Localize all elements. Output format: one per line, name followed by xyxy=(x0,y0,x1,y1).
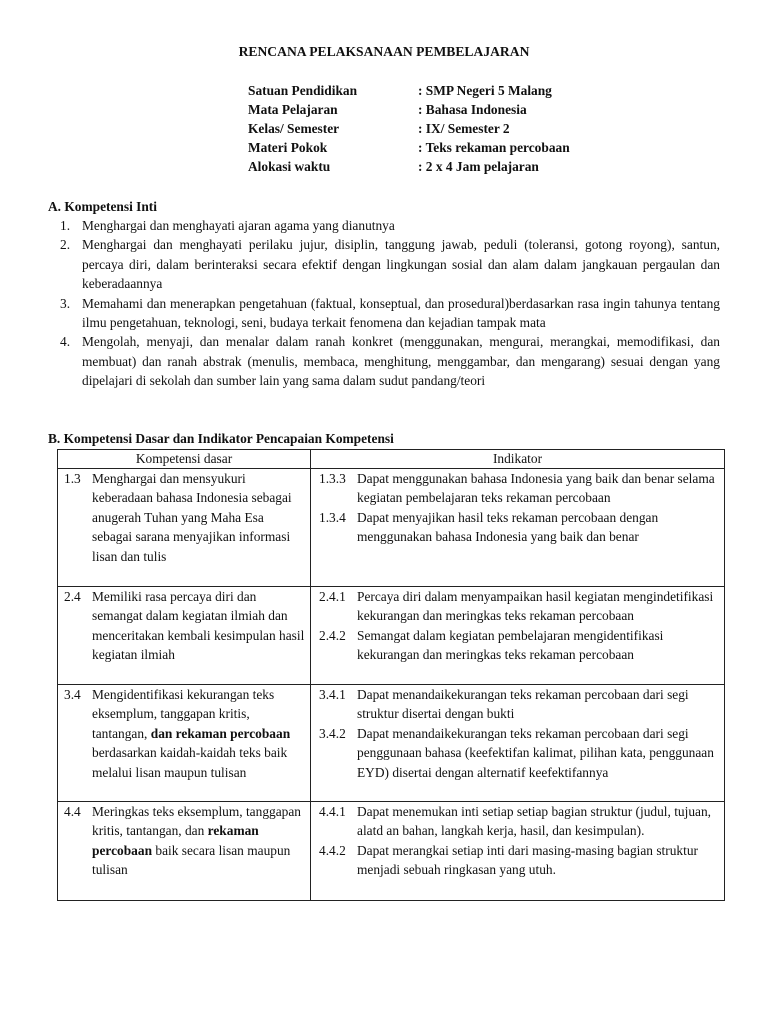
kd-number: 1.3 xyxy=(64,471,81,486)
indicator-text: Percaya diri dalam menyampaikan hasil kegiatan mengindetifikasi kekurangan dan meringkas teks rekaman percobaan xyxy=(357,589,714,624)
list-number: 4. xyxy=(60,334,71,350)
competency-table xyxy=(57,449,725,901)
kd-number: 3.4 xyxy=(64,687,81,702)
list-text: Menghargai dan menghayati perilaku jujur, disiplin, tanggung jawab, peduli (toleransi, gotong royong), santun, percaya diri, dalam berinteraksi secara efektif dengan lingkungan sosial dan alam dalam jangkauan pergaulan dan keberadaannya xyxy=(82,237,720,292)
list-text: Memahami dan menerapkan pengetahuan (faktual, konseptual, dan prosedural)berdasarkan rasa ingin tahunya tentang ilmu pengetahuan, teknologi, seni, budaya terkait fenomena dan kejadian tampak mata xyxy=(82,295,720,331)
kd-text: Menghargai dan mensyukuri keberadaan bahasa Indonesia sebagai anugerah Tuhan yang Maha Esa sebagai sarana menyajikan informasi lisan dan tulis xyxy=(92,471,292,564)
kd-text xyxy=(92,685,306,782)
meta-row xyxy=(248,100,570,119)
table-header-row xyxy=(58,450,725,469)
kd-number: 2.4 xyxy=(64,589,81,604)
column-header-kd: Kompetensi dasar xyxy=(58,450,311,469)
kd-text xyxy=(92,802,306,880)
kd-cell xyxy=(58,469,311,587)
table-row xyxy=(58,587,725,685)
table-row xyxy=(58,469,725,587)
list-item xyxy=(60,332,720,390)
indicator-cell xyxy=(311,685,725,802)
table-row xyxy=(58,802,725,901)
document-title: RENCANA PELAKSANAAN PEMBELAJARAN xyxy=(238,44,530,59)
list-number: 1. xyxy=(60,218,71,233)
indicator-cell xyxy=(311,587,725,685)
indicator-item xyxy=(311,469,724,508)
kd-text-bold: dan rekaman percobaan xyxy=(150,725,291,741)
list-number: 3. xyxy=(60,295,71,311)
indicator-text: Dapat merangkai setiap inti dari masing-masing bagian struktur menjadi sebuah ringkasan yang utuh. xyxy=(357,842,698,878)
list-item xyxy=(60,216,720,235)
list-text: Mengolah, menyaji, dan menalar dalam ranah konkret (menggunakan, mengurai, merangkai, memodifikasi, dan membuat) dan ranah abstrak (menulis, membaca, menghitung, menggambar, dan mengarang) sesuai dengan yang dipelajari di sekolah dan sumber lain yang sama dalam sudut pandang/teori xyxy=(82,334,720,389)
kompetensi-inti-list xyxy=(60,216,720,391)
meta-value: : 2 x 4 Jam pelajaran xyxy=(418,159,539,174)
list-text: Menghargai dan menghayati ajaran agama yang dianutnya xyxy=(82,218,395,233)
kd-text-part: berdasarkan kaidah-kaidah teks baik melalui lisan maupun tulisan xyxy=(92,745,288,780)
meta-label: Materi Pokok xyxy=(248,140,328,155)
kd-cell xyxy=(58,802,311,901)
indicator-number: 2.4.1 xyxy=(319,589,346,604)
meta-label: Alokasi waktu xyxy=(248,159,331,174)
indicator-cell xyxy=(311,469,725,587)
meta-label: Kelas/ Semester xyxy=(248,121,340,136)
indicator-item xyxy=(311,587,724,626)
indicator-number: 2.4.2 xyxy=(319,627,346,643)
meta-row xyxy=(248,157,570,176)
indicator-text: Dapat menemukan inti setiap setiap bagian struktur (judul, tujuan, alatd an bahan, langkah kerja, hasil, dan kesimpulan). xyxy=(357,804,712,839)
list-number: 2. xyxy=(60,237,71,253)
indicator-item xyxy=(311,685,724,724)
indicator-text: Semangat dalam kegiatan pembelajaran mengidentifikasi kekurangan dan meringkas teks rekaman percobaan xyxy=(357,627,664,663)
indicator-item xyxy=(311,724,724,782)
indicator-number: 4.4.2 xyxy=(319,842,346,858)
meta-value: : IX/ Semester 2 xyxy=(418,121,510,136)
indicator-number: 3.4.1 xyxy=(319,687,346,702)
meta-value: : Teks rekaman percobaan xyxy=(418,140,570,155)
indicator-text: Dapat menandaikekurangan teks rekaman percobaan dari segi struktur disertai dengan bukti xyxy=(357,687,689,722)
list-item xyxy=(60,235,720,293)
meta-row xyxy=(248,119,570,138)
kd-text: Memiliki rasa percaya diri dan semangat dalam kegiatan ilmiah dan menceritakan kembali kesimpulan hasil kegiatan ilmiah xyxy=(92,589,305,663)
kd-text-bold: rekaman percobaan xyxy=(92,823,259,858)
indicator-item xyxy=(311,626,724,665)
indicator-text: Dapat menandaikekurangan teks rekaman percobaan dari segi penggunaan bahasa (keefektifan kalimat, pilihan kata, penggunaan EYD) disertai dengan alternatif keefektifannya xyxy=(357,725,714,780)
meta-value: : Bahasa Indonesia xyxy=(418,102,527,117)
meta-row xyxy=(248,138,570,157)
section-a-heading: A. Kompetensi Inti xyxy=(48,199,157,214)
meta-row xyxy=(248,81,570,100)
kd-text-part: Meringkas teks eksemplum, tanggapan kritis, tantangan, dan xyxy=(92,804,301,839)
section-b-heading: B. Kompetensi Dasar dan Indikator Pencapaian Kompetensi xyxy=(48,431,394,446)
column-header-indikator: Indikator xyxy=(311,450,725,469)
indicator-number: 1.3.4 xyxy=(319,509,346,525)
indicator-text: Dapat menyajikan hasil teks rekaman percobaan dengan menggunakan bahasa Indonesia yang baik dan benar xyxy=(357,509,659,545)
kd-cell xyxy=(58,587,311,685)
kd-text-part: baik secara lisan maupun tulisan xyxy=(92,842,291,878)
kd-cell xyxy=(58,685,311,802)
meta-label: Satuan Pendidikan xyxy=(248,83,358,98)
list-item xyxy=(60,294,720,333)
indicator-item xyxy=(311,802,724,841)
meta-block xyxy=(248,81,570,176)
indicator-number: 1.3.3 xyxy=(319,471,346,486)
indicator-cell xyxy=(311,802,725,901)
indicator-item xyxy=(311,841,724,880)
indicator-item xyxy=(311,508,724,547)
indicator-number: 4.4.1 xyxy=(319,804,346,819)
kd-number: 4.4 xyxy=(64,804,81,819)
meta-label: Mata Pelajaran xyxy=(248,102,338,117)
table-row xyxy=(58,685,725,802)
indicator-text: Dapat menggunakan bahasa Indonesia yang baik dan benar selama kegiatan pembelajaran teks rekaman percobaan xyxy=(357,471,715,506)
meta-value: : SMP Negeri 5 Malang xyxy=(418,83,552,98)
kd-text-part: Mengidentifikasi kekurangan teks eksemplum, tanggapan kritis, tantangan, xyxy=(92,687,275,741)
indicator-number: 3.4.2 xyxy=(319,725,346,741)
